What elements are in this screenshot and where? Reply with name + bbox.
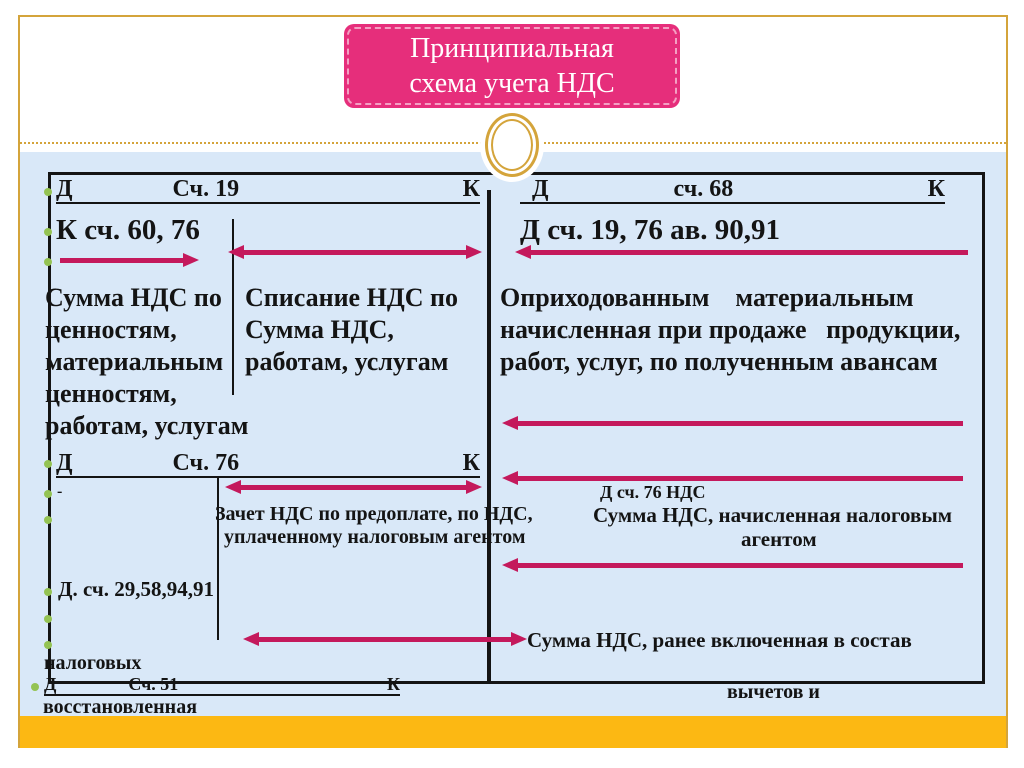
gold-circle-inner-ring — [491, 119, 533, 171]
bullet-icon — [44, 641, 52, 649]
arrow-double-icon — [243, 250, 467, 255]
center-divider-line — [487, 190, 491, 681]
arrow-double-icon — [258, 637, 512, 642]
column-line: ценностям, — [45, 315, 177, 344]
bullet-icon — [44, 516, 52, 524]
arrow-left-icon — [517, 476, 963, 481]
slide-title-line1: Принципиальная — [410, 33, 614, 64]
dash-mark: - — [57, 483, 63, 500]
account-76-name: Сч. 76 — [172, 450, 240, 476]
slide-title-line2: схема учета НДС — [409, 68, 615, 99]
column-line: работам, услугам — [45, 411, 249, 440]
bullet-icon — [44, 460, 52, 468]
column-line: работам, услугам — [245, 347, 449, 376]
column-account19-debit — [45, 283, 248, 443]
column-line: материальным — [45, 347, 224, 376]
bullet-icon — [44, 228, 52, 236]
gold-circle-ornament — [485, 113, 539, 177]
debit-label: Д — [532, 176, 549, 202]
column-line: Сумма НДС по — [45, 283, 222, 312]
column-line: ценностям, — [45, 379, 177, 408]
column-account68 — [500, 283, 960, 379]
debit-label: Д — [44, 674, 57, 694]
arrow-left-icon — [530, 250, 968, 255]
account-68-name: сч. 68 — [673, 176, 734, 202]
caption-debit-29-58: Д. сч. 29,58,94,91 — [58, 577, 214, 601]
t-account-19-header — [56, 176, 480, 204]
bullet-icon — [44, 588, 52, 596]
credit-label: К — [386, 674, 400, 694]
caption-ranee: Сумма НДС, ранее включенная в состав — [527, 628, 912, 652]
account-51-name: Сч. 51 — [128, 674, 179, 694]
caption-d76-nds: Д сч. 76 НДС — [600, 482, 706, 502]
caption-debit-19-76: Д сч. 19, 76 ав. 90,91 — [520, 214, 781, 246]
column-line: Оприходованным материальным — [500, 283, 914, 312]
caption-zachet-line1: Зачет НДС по предоплате, по НДС, — [215, 503, 533, 525]
column-line: работ, услуг, по полученным авансам — [500, 347, 938, 376]
bullet-icon — [44, 615, 52, 623]
t-account-51-header — [44, 674, 400, 696]
debit-label: Д — [56, 176, 73, 202]
debit-label: Д — [56, 450, 73, 476]
column-account19-credit — [245, 283, 458, 379]
account-19-name: Сч. 19 — [172, 176, 240, 202]
bullet-icon — [44, 258, 52, 266]
t-account-76-header — [56, 450, 480, 478]
caption-agent-line1: Сумма НДС, начисленная налоговым — [593, 503, 953, 527]
arrow-left-icon — [517, 421, 963, 426]
bullet-icon — [44, 188, 52, 196]
t-account-68-header — [520, 176, 945, 204]
arrow-double-icon — [240, 485, 467, 490]
caption-nalogovyh: налоговых — [44, 652, 142, 674]
bullet-icon — [31, 683, 39, 691]
caption-vosstanovlennaya: восстановленная — [43, 696, 198, 718]
column-line: Списание НДС по — [245, 283, 458, 312]
credit-label: К — [927, 176, 945, 202]
arrow-left-icon — [517, 563, 963, 568]
credit-label: К — [462, 450, 480, 476]
slide-title-box — [344, 24, 680, 108]
column-line: начисленная при продаже продукции, — [500, 315, 961, 344]
caption-zachet-line2: уплаченному налоговым агентом — [224, 526, 526, 548]
caption-agent-line2: агентом — [741, 527, 817, 551]
arrow-right-icon — [60, 258, 184, 263]
column-line: Сумма НДС, — [245, 315, 394, 344]
credit-label: К — [462, 176, 480, 202]
caption-vychetov: вычетов и — [727, 681, 820, 703]
bullet-icon — [44, 490, 52, 498]
caption-credit-60-76: К сч. 60, 76 — [56, 214, 200, 246]
